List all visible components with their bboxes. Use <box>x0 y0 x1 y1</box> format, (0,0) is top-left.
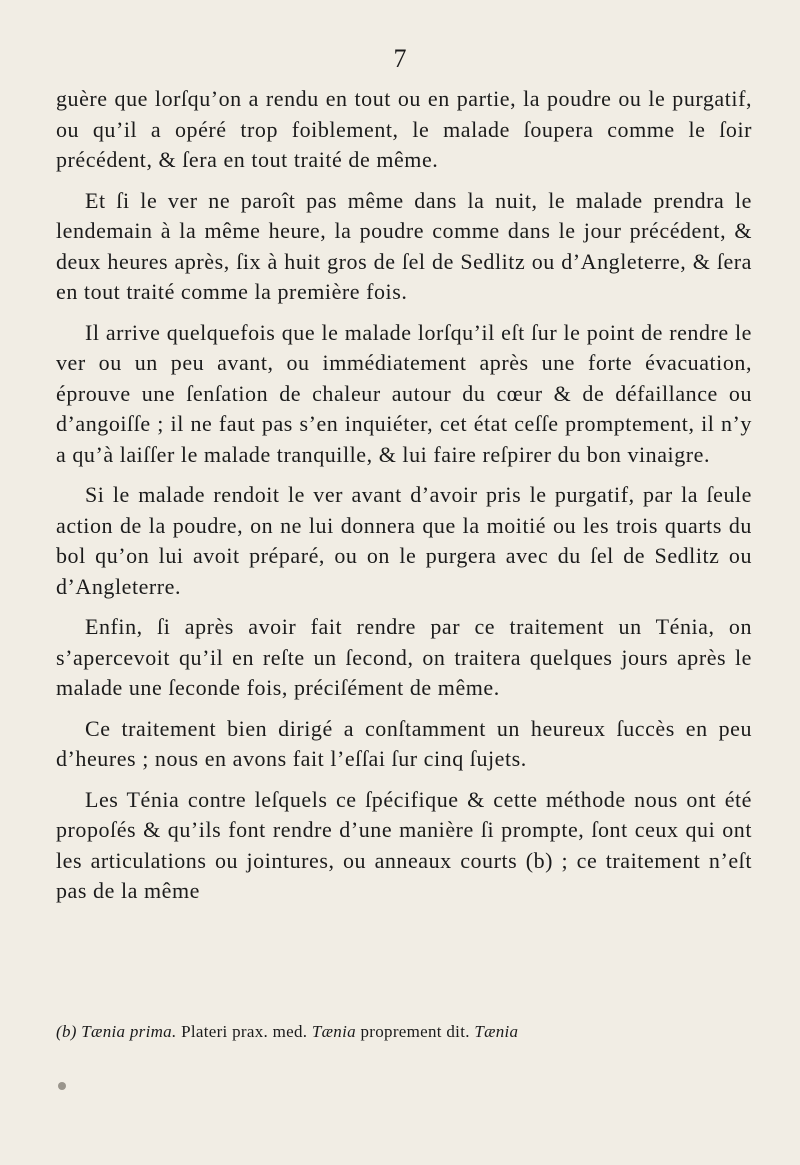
footnote-term-2: Tænia <box>311 1022 356 1041</box>
paragraph-1: guère que lorſqu’on a rendu en tout ou en partie, la poudre ou le purgatif, ou qu’il a opéré trop foiblement, le malade ſoupera comme le ſoir précédent, & ſera en tout traité de même. <box>56 86 752 172</box>
paragraph-3: Il arrive quelquefois que le malade lorſqu’il eſt ſur le point de rendre le ver ou un peu avant, ou immédiatement après une forte évacuation, éprouve une ſenſation de chaleur autour du cœur & de défaillance ou d’angoiſſe ; il ne faut pas s’en inquiéter, cet état ceſſe promptement, il n’y a qu’à laiſſer le malade tranquille, & lui faire reſpirer du bon vinaigre. <box>56 319 752 467</box>
paragraph-6: Ce traitement bien dirigé a conſtamment un heureux ſuccès en peu d’heures ; nous en avons fait l’eſſai ſur cinq ſujets. <box>56 715 752 771</box>
page-number: 7 <box>393 44 407 73</box>
body-text <box>56 84 752 917</box>
footnote-middle: proprement dit. <box>355 1022 475 1041</box>
footnote-reference: Plateri prax. med. <box>176 1022 312 1041</box>
paragraph-7: Les Ténia contre leſquels ce ſpécifique & cette méthode nous ont été propoſés & qu’ils font rendre d’une manière ſi prompte, ſont ceux qui ont les articulations ou jointures, ou anneaux courts (b) ; ce traitement n’eſt pas de la même <box>56 786 752 903</box>
paragraph-2: Et ſi le ver ne paroît pas même dans la nuit, le malade prendra le lendemain à la même heure, la poudre comme dans le jour précédent, & deux heures après, ſix à huit gros de ſel de Sedlitz ou d’Angleterre, & ſera en tout traité comme la première fois. <box>56 187 752 304</box>
paragraph-4: Si le malade rendoit le ver avant d’avoir pris le purgatif, par la ſeule action de la poudre, on ne lui donnera que la moitié ou les trois quarts du bol qu’on lui avoit préparé, ou on le purgera avec du ſel de Sedlitz ou d’Angleterre. <box>56 482 752 599</box>
ink-spot <box>58 1082 66 1090</box>
footnote <box>56 1021 756 1043</box>
paragraph-5: Enfin, ſi après avoir fait rendre par ce traitement un Ténia, on s’apercevoit qu’il en reſte un ſecond, on traitera quelques jours après le malade une ſeconde fois, préciſément de même. <box>56 614 752 700</box>
footnote-term-1: Tænia prima. <box>81 1022 177 1041</box>
footnote-mark: (b) <box>56 1022 77 1041</box>
footnote-term-3: Tænia <box>474 1022 519 1041</box>
